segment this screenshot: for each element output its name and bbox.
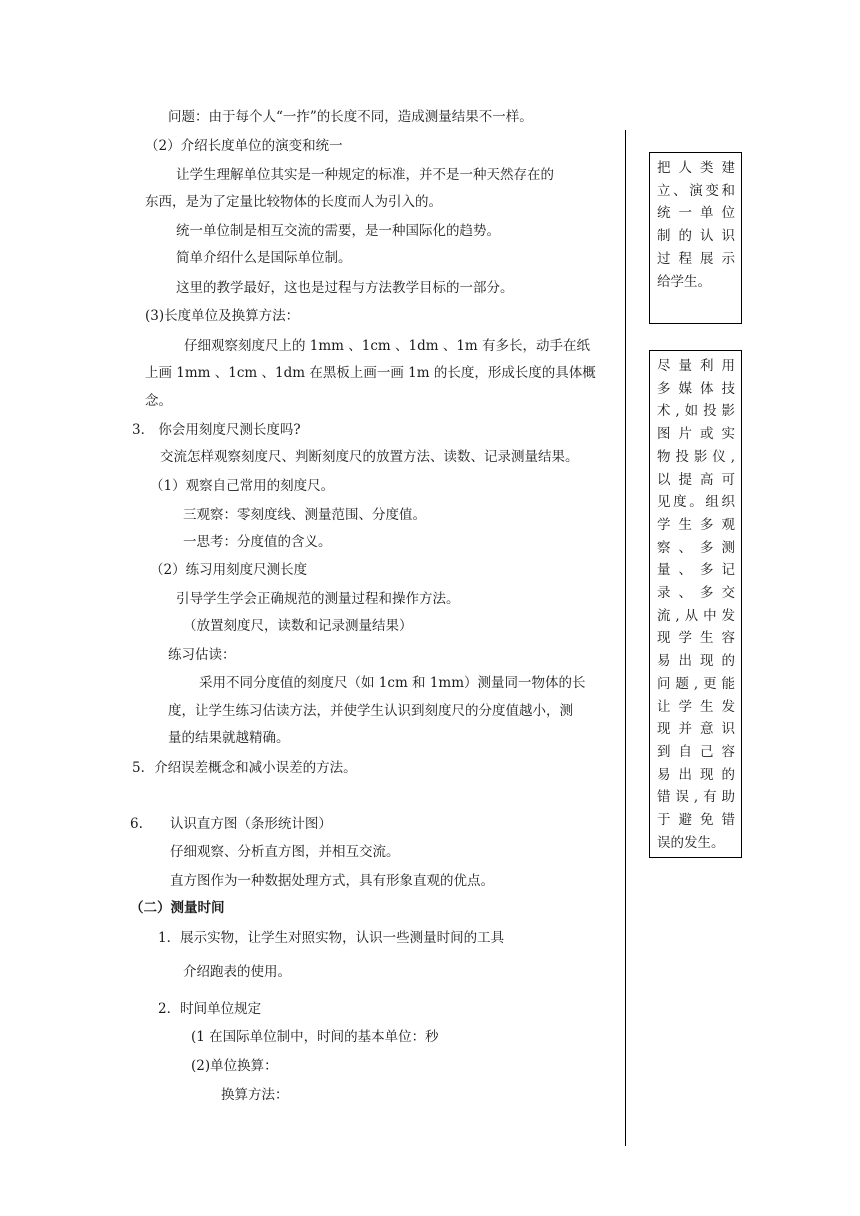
text-line: 这里的教学最好，这也是过程与方法教学目标的一部分。 bbox=[176, 280, 514, 296]
note-line: 给学生。 bbox=[657, 273, 711, 290]
note-line: 现学生容 bbox=[657, 630, 735, 647]
text-line: 交流怎样观察刻度尺、判断刻度尺的放置方法、读数、记录测量结果。 bbox=[160, 449, 579, 465]
side-note-2 bbox=[649, 350, 742, 858]
note-line: 立、演变和 bbox=[657, 182, 735, 199]
note-line: 物投影仪, bbox=[657, 448, 735, 465]
text-line: 让学生理解单位其实是一种规定的标准，并不是一种天然存在的 bbox=[176, 167, 554, 183]
note-line: 流,从中发 bbox=[657, 607, 735, 624]
note-line: 图片或实 bbox=[657, 426, 735, 443]
text-line: 念。 bbox=[145, 393, 172, 409]
note-line: 见度。组织 bbox=[657, 494, 735, 511]
text-line: 仔细观察、分析直方图，并相互交流。 bbox=[170, 844, 400, 860]
note-line: 易出现的 bbox=[657, 653, 735, 670]
text-line: (1 在国际单位制中，时间的基本单位：秒 bbox=[191, 1029, 439, 1045]
text-line: 三观察：零刻度线、测量范围、分度值。 bbox=[183, 507, 426, 523]
text-line: 介绍跑表的使用。 bbox=[183, 964, 291, 980]
note-line: 易出现的 bbox=[657, 766, 735, 783]
text-line: 上画 1mm 、1cm 、1dm 在黑板上画一画 1m 的长度，形成长度的具体概 bbox=[145, 365, 596, 381]
text-line: 简单介绍什么是国际单位制。 bbox=[176, 250, 352, 266]
section-heading: 5．介绍误差概念和减小误差的方法。 bbox=[132, 760, 357, 776]
section-heading: (3)长度单位及换算方法： bbox=[145, 308, 300, 324]
side-note-1 bbox=[649, 152, 742, 324]
note-line: 问题,更能 bbox=[657, 675, 735, 692]
note-line: 多媒体技 bbox=[657, 380, 735, 397]
note-line: 察、多测 bbox=[657, 539, 735, 556]
text-line: 直方图作为一种数据处理方式，具有形象直观的优点。 bbox=[170, 873, 494, 889]
section-heading: 2．时间单位规定 bbox=[158, 1001, 262, 1017]
text-line: 1．展示实物，让学生对照实物，认识一些测量时间的工具 bbox=[158, 930, 505, 946]
section-heading: （2）练习用刻度尺测长度 bbox=[150, 562, 308, 578]
note-line: 录、多交 bbox=[657, 585, 735, 602]
text-line: (2)单位换算： bbox=[191, 1058, 278, 1074]
section-heading: （1）观察自己常用的刻度尺。 bbox=[150, 478, 335, 494]
text-line: 一思考：分度值的含义。 bbox=[183, 534, 332, 550]
text-line: （放置刻度尺，读数和记录测量结果） bbox=[183, 618, 413, 634]
text-line: 练习估读： bbox=[168, 647, 236, 663]
note-line: 制的认识 bbox=[657, 228, 735, 245]
note-line: 错误,有助 bbox=[657, 789, 735, 806]
note-line: 于避免错 bbox=[657, 812, 735, 829]
note-line: 让学生发 bbox=[657, 698, 735, 715]
note-line: 术,如投影 bbox=[657, 403, 735, 420]
section-title: （二）测量时间 bbox=[130, 900, 225, 916]
note-line: 量、多记 bbox=[657, 562, 735, 579]
note-line: 现并意识 bbox=[657, 721, 735, 738]
note-line: 尽量利用 bbox=[657, 358, 735, 374]
note-line: 误的发生。 bbox=[657, 834, 725, 851]
text-line: 仔细观察刻度尺上的 1mm 、1cm 、1dm 、1m 有多长，动手在纸 bbox=[184, 338, 591, 354]
column-divider bbox=[625, 130, 626, 1146]
section-heading: 6. 认识直方图（条形统计图） bbox=[130, 816, 332, 832]
text-line: 东西，是为了定量比较物体的长度而人为引入的。 bbox=[145, 194, 442, 210]
note-line: 到自己容 bbox=[657, 743, 735, 760]
section-heading: 3． 你会用刻度尺测长度吗? bbox=[132, 422, 301, 438]
text-line: 量的结果就越精确。 bbox=[168, 730, 290, 746]
note-line: 把人类建 bbox=[657, 160, 735, 176]
text-line: 换算方法： bbox=[221, 1087, 289, 1103]
note-line: 过程展示 bbox=[657, 250, 735, 267]
text-line: 问题：由于每个人“一拃”的长度不同，造成测量结果不一样。 bbox=[168, 109, 533, 125]
note-line: 学生多观 bbox=[657, 516, 735, 533]
text-line: 统一单位制是相互交流的需要，是一种国际化的趋势。 bbox=[176, 223, 500, 239]
text-line: 度，让学生练习估读方法，并使学生认识到刻度尺的分度值越小，测 bbox=[168, 703, 573, 719]
section-heading: （2）介绍长度单位的演变和统一 bbox=[145, 138, 343, 154]
note-line: 统一单位 bbox=[657, 205, 735, 222]
text-line: 引导学生学会正确规范的测量过程和操作方法。 bbox=[176, 591, 460, 607]
text-line: 采用不同分度值的刻度尺（如 1cm 和 1mm）测量同一物体的长 bbox=[199, 675, 586, 691]
note-line: 以提高可 bbox=[657, 471, 735, 488]
